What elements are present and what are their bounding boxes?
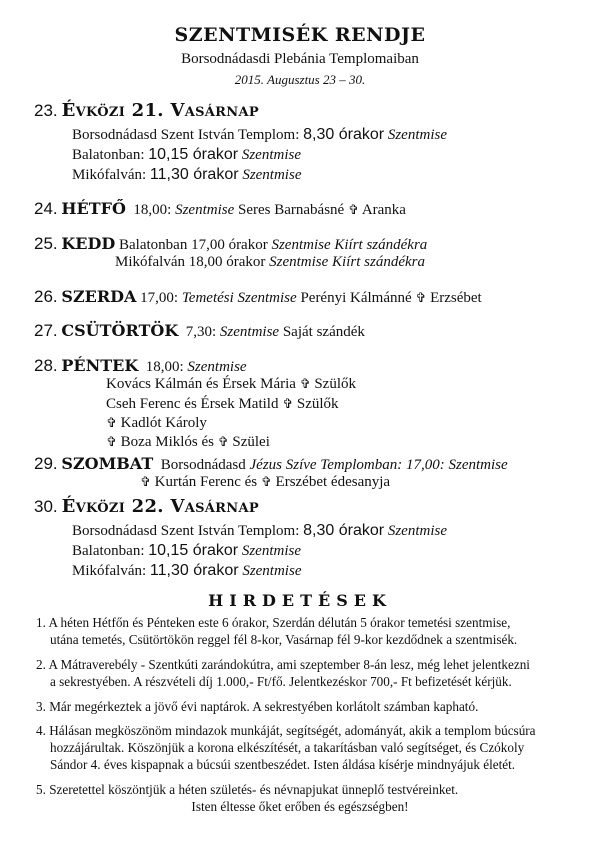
mass-time: 10,15 órakor — [148, 146, 239, 163]
announcement-2-line: a sekrestyében. A részvételi díj 1.000,- Ft/fő. Jelentkezéskor 700,- Ft befizetését kérjük. — [50, 674, 512, 689]
announcement-1-line: utána temetés, Csütörtökön reggel fél 8-kor, Vasárnap fél 9-kor kezdődnek a szentmisék. — [50, 632, 518, 647]
intention: Kurtán Ferenc és — [154, 474, 258, 490]
day-entry-24 — [34, 199, 406, 219]
mass-time: 11,30 órakor — [149, 166, 239, 183]
mass-place: Balatonban: — [72, 543, 145, 559]
announcement-4-line: hozzájárultak. Köszönjük a korona elkészítését, a takarításban való segítséget, és Czókoly — [50, 740, 525, 755]
cross-icon: ✞ — [299, 377, 311, 392]
mass-place: Borsodnádasd Szent István Templom: — [72, 127, 300, 143]
intention-line — [106, 396, 339, 413]
day-name: Évközi 21. Vasárnap — [61, 100, 259, 121]
cross-icon: ✞ — [140, 475, 151, 490]
mass-line — [72, 166, 301, 184]
mass-time: 18,00: — [145, 359, 184, 375]
cross-icon: ✞ — [260, 475, 272, 490]
mass-time: 10,15 órakor — [148, 542, 239, 559]
day-number: 26. — [34, 287, 58, 306]
mass-type: Szentmise Kiírt szándékra — [271, 237, 428, 253]
mass-time: 18,00: — [133, 202, 172, 218]
mass-time: 11,30 órakor — [149, 562, 239, 579]
announcement-5-blessing: Isten éltesse őket erőben és egészségben! — [191, 799, 409, 814]
intention: Kadlót Károly — [120, 415, 207, 431]
mass-time: 8,30 órakor — [303, 126, 385, 143]
cross-icon: ✞ — [347, 203, 359, 218]
intention-line — [106, 376, 356, 393]
day-heading-30 — [34, 496, 259, 517]
mass-time: 7,30: — [185, 324, 217, 340]
mass-line — [72, 542, 301, 560]
cross-icon: ✞ — [282, 397, 294, 412]
mass-place: Balatonban: — [72, 147, 145, 163]
announcement-4-line: Sándor 4. éves kispapnak a búcsúi szentbeszédet. Isten áldása kísérje mindnyájuk életét. — [50, 757, 516, 772]
mass-line — [115, 254, 425, 271]
cross-icon: ✞ — [217, 435, 229, 450]
intention: Kovács Kálmán és Érsek Mária — [106, 376, 296, 392]
mass-type: Szentmise — [241, 147, 301, 163]
intention: Aranka — [361, 202, 406, 218]
day-entry-29 — [34, 454, 508, 474]
cross-icon: ✞ — [415, 291, 427, 306]
announcement-5-line: 5. Szeretettel köszöntjük a héten születés- és névnapjukat ünneplő testvéreinket. — [36, 782, 459, 797]
mass-type: Szentmise — [175, 202, 235, 218]
announcements-title: HIRDETÉSEK — [208, 591, 392, 610]
page-title: SZENTMISÉK RENDJE — [174, 24, 426, 46]
day-name: Évközi 22. Vasárnap — [61, 496, 259, 517]
day-number: 27. — [34, 321, 58, 340]
mass-place: Borsodnádasd Szent István Templom: — [72, 523, 300, 539]
intention: Cseh Ferenc és Érsek Matild — [106, 396, 279, 412]
intention-line — [106, 415, 207, 432]
intention-line — [140, 474, 390, 491]
mass-type: Temetési Szentmise — [181, 290, 297, 306]
intention: Erszébet édesanyja — [275, 474, 391, 490]
cross-icon: ✞ — [106, 416, 117, 431]
day-heading-23 — [34, 100, 259, 121]
intention: Erzsébet — [430, 290, 482, 306]
intention-line — [106, 434, 270, 451]
day-number: 23. — [34, 101, 58, 120]
day-number: 29. — [34, 454, 58, 473]
day-entry-28 — [34, 356, 247, 376]
announcement-3-line: 3. Már megérkeztek a jövő évi naptárok. A sekrestyében korlátolt számban kapható. — [36, 699, 479, 714]
mass-line — [72, 522, 447, 540]
mass-type: Szentmise — [387, 523, 448, 539]
intention: Boza Miklós és — [120, 434, 214, 450]
mass-place: Balatonban 17,00 órakor — [119, 237, 268, 253]
day-name: PÉNTEK — [61, 356, 139, 375]
mass-line — [72, 562, 301, 580]
page-subtitle: Borsodnádasdi Plebánia Templomaiban — [181, 51, 419, 67]
day-name: CSÜTÖRTÖK — [61, 321, 179, 340]
day-entry-27 — [34, 321, 365, 341]
mass-line — [72, 126, 447, 144]
mass-line — [72, 146, 301, 164]
day-name: SZERDA — [61, 287, 137, 306]
church-time: Jézus Szíve Templomban: 17,00: — [249, 457, 445, 473]
day-number: 28. — [34, 356, 58, 375]
day-number: 30. — [34, 497, 58, 516]
intention: Seres Barnabásné — [238, 202, 345, 218]
date-range: 2015. Augusztus 23 – 30. — [234, 72, 366, 87]
mass-place: Mikófalván 18,00 órakor — [115, 254, 266, 270]
mass-type: Szentmise — [219, 324, 280, 340]
mass-type: Szentmise — [387, 127, 448, 143]
mass-time: 17,00: — [140, 290, 179, 306]
mass-type: Szentmise — [187, 359, 247, 375]
mass-type: Szentmise — [241, 543, 301, 559]
intention: Szülők — [314, 376, 357, 392]
mass-type: Szentmise — [448, 457, 508, 473]
mass-place: Mikófalván: — [72, 167, 147, 183]
day-name: KEDD — [61, 234, 116, 253]
day-entry-25 — [34, 234, 427, 254]
mass-place: Borsodnádasd — [160, 457, 246, 473]
mass-place: Mikófalván: — [72, 563, 147, 579]
mass-time: 8,30 órakor — [303, 522, 385, 539]
day-entry-26 — [34, 287, 482, 307]
intention: Saját szándék — [282, 324, 365, 340]
intention: Szülei — [232, 434, 270, 450]
intention: Szülők — [296, 396, 339, 412]
intention: Perényi Kálmánné — [300, 290, 412, 306]
mass-type: Szentmise Kiírt szándékra — [269, 254, 425, 270]
announcement-2-line: 2. A Mátraverebély - Szentkúti zarándokútra, ami szeptember 8-án lesz, még lehet jelentkezni — [36, 657, 530, 672]
cross-icon: ✞ — [106, 435, 117, 450]
announcement-1-line: 1. A héten Hétfőn és Pénteken este 6 órakor, Szerdán délután 5 órakor temetési szentmise, — [36, 615, 511, 630]
mass-type: Szentmise — [242, 563, 302, 579]
day-name: SZOMBAT — [61, 454, 154, 473]
announcement-4-line: 4. Hálásan megköszönöm mindazok munkáját, segítségét, adományát, akik a templom búcsúra — [36, 723, 536, 738]
day-number: 25. — [34, 234, 58, 253]
day-name: HÉTFŐ — [61, 199, 126, 218]
day-number: 24. — [34, 199, 58, 218]
mass-type: Szentmise — [242, 167, 302, 183]
